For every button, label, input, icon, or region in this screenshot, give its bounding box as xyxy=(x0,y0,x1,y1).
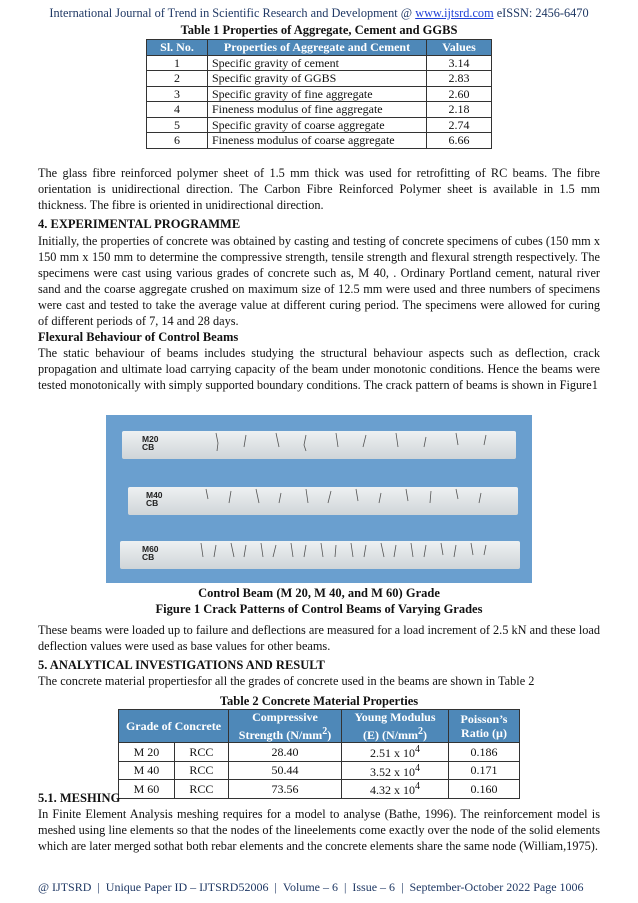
beam-grade: M40 xyxy=(146,490,163,500)
table1-cell-property: Specific gravity of fine aggregate xyxy=(208,86,427,102)
header-poisson-line2: Ratio (µ) xyxy=(461,726,507,740)
table2-cell-type: RCC xyxy=(174,743,228,762)
header-modulus-line2: (E) (N/mm xyxy=(363,727,418,742)
table1-header-properties: Properties of Aggregate and Cement xyxy=(208,40,427,56)
table2-header-modulus xyxy=(342,710,449,743)
table1-cell-value: 3.14 xyxy=(427,55,492,71)
table1-cell-value: 2.18 xyxy=(427,102,492,118)
table-row xyxy=(147,117,492,133)
section51-heading: 5.1. MESHING xyxy=(38,791,121,805)
table1-cell-property: Fineness modulus of fine aggregate xyxy=(208,102,427,118)
page-footer xyxy=(38,880,600,895)
modulus-exponent: 4 xyxy=(415,762,420,774)
table1-cell-value: 2.60 xyxy=(427,86,492,102)
table2-cell-modulus xyxy=(342,761,449,780)
table2-header-grade xyxy=(119,710,229,743)
table-row xyxy=(147,102,492,118)
table-row xyxy=(147,55,492,71)
table2-cell-strength: 50.44 xyxy=(229,761,342,780)
table2-header-poisson xyxy=(449,710,520,743)
header-modulus-close: ) xyxy=(422,727,427,742)
table-row xyxy=(119,780,520,799)
table1-cell-property: Specific gravity of coarse aggregate xyxy=(208,117,427,133)
footer-volume: Volume – 6 xyxy=(282,880,338,894)
table2-cell-type: RCC xyxy=(174,780,228,799)
flexural-heading: Flexural Behaviour of Control Beams xyxy=(38,330,239,344)
header-grade-label: Grade of Concrete xyxy=(125,718,222,733)
header-strength-line2: Strength (N/mm xyxy=(238,727,323,742)
footer-date-page: September-October 2022 Page 1006 xyxy=(409,880,584,894)
table2 xyxy=(118,709,520,799)
table1-cell-slno: 6 xyxy=(147,133,208,149)
table1-cell-property: Specific gravity of GGBS xyxy=(208,71,427,87)
table2-cell-grade: M 60 xyxy=(119,780,175,799)
table1-header-slno: Sl. No. xyxy=(147,40,208,56)
table-row xyxy=(119,761,520,780)
table1-cell-slno: 3 xyxy=(147,86,208,102)
beam-grade: M20 xyxy=(142,434,159,444)
footer-journal: @ IJTSRD xyxy=(38,880,92,894)
section4-heading: 4. EXPERIMENTAL PROGRAMME xyxy=(38,217,241,231)
table-row xyxy=(147,133,492,149)
table1-header-values: Values xyxy=(427,40,492,56)
footer-issue: Issue – 6 xyxy=(352,880,396,894)
beam-grade: M60 xyxy=(142,544,159,554)
modulus-exponent: 4 xyxy=(415,744,420,755)
modulus-base: 3.52 x 10 xyxy=(370,764,415,779)
header-modulus-line1: Young Modulus xyxy=(354,710,436,724)
table-row xyxy=(147,86,492,102)
table2-header-strength xyxy=(229,710,342,743)
table1-cell-slno: 5 xyxy=(147,117,208,133)
crack-pattern-photo xyxy=(106,415,532,583)
table2-cell-strength: 73.56 xyxy=(229,780,342,799)
table-row xyxy=(147,71,492,87)
footer-separator: | xyxy=(401,880,404,894)
footer-separator: | xyxy=(343,880,347,894)
table1 xyxy=(146,39,492,149)
table-row xyxy=(119,743,520,762)
modulus-base: 4.32 x 10 xyxy=(370,783,415,797)
modulus-base: 2.51 x 10 xyxy=(370,746,415,760)
section4-paragraph: Initially, the properties of concrete was obtained by casting and testing of concrete specimens of cubes (150 mm x 150 mm x 150 mm to determine the compressive strength, tensile strength and flexural strength respectively. The specimens were cast using various grades of concrete such as, M 40, . Ordinary Portland cement, natural river sand and the coarse aggregate crushed on maximum size of 12.5 mm were used and three numbers of specimens were cast and tested to take the average value at different curing period. The specimens were allowed for curing of different periods of 7, 14 and 28 days. xyxy=(38,234,600,328)
header-poisson-line1: Poisson’s xyxy=(460,711,508,726)
footer-paper-id: Unique Paper ID – IJTSRD52006 xyxy=(105,880,269,894)
beam-type: CB xyxy=(146,498,159,508)
paragraph-loading: These beams were loaded up to failure and deflections are measured for a load increment of 2.5 kN and these load deflection values were used as base values for other beams. xyxy=(38,623,600,653)
table2-cell-type: RCC xyxy=(174,761,228,780)
header-strength-close: ) xyxy=(327,727,332,742)
table1-header-row xyxy=(147,40,492,56)
footer-separator: | xyxy=(97,880,100,894)
header-strength-line1: Compressive xyxy=(252,710,318,724)
paragraph-frp-sheet: The glass fibre reinforced polymer sheet of 1.5 mm thick was used for retrofitting of RC beams. The fibre orientation is unidirectional direction. The Carbon Fibre Reinforced Polymer sheet is available in 1.5 mm thickness. The fibre is oriented in unidirectional direction. xyxy=(38,166,600,212)
table2-cell-grade: M 20 xyxy=(119,743,175,762)
table2-cell-modulus xyxy=(342,780,449,799)
flexural-paragraph: The static behaviour of beams includes studying the structural behaviour aspects such as deflection, crack propagation and ultimate load carrying capacity of the beam under monotonic conditions. Hence the beams were tested monotonically with simply supported boundary conditions. The crack pattern of beams is shown in Figure1 xyxy=(38,346,600,392)
table1-cell-value: 2.74 xyxy=(427,117,492,133)
header-text: International Journal of Trend in Scientific Research and Development @ xyxy=(49,6,416,20)
table1-cell-property: Specific gravity of cement xyxy=(208,55,427,71)
figure1-subcaption: Control Beam (M 20, M 40, and M 60) Grade xyxy=(198,586,440,600)
table1-caption: Table 1 Properties of Aggregate, Cement and GGBS xyxy=(180,23,458,37)
table1-cell-slno: 4 xyxy=(147,102,208,118)
table1-cell-value: 2.83 xyxy=(427,71,492,87)
beam-type: CB xyxy=(142,552,155,562)
beam-type: CB xyxy=(142,442,155,452)
figure1-caption: Figure 1 Crack Patterns of Control Beams of Varying Grades xyxy=(155,602,483,616)
table2-header-row xyxy=(119,710,520,743)
journal-header xyxy=(0,6,638,21)
table1-cell-property: Fineness modulus of coarse aggregate xyxy=(208,133,427,149)
table1-cell-slno: 1 xyxy=(147,55,208,71)
table2-cell-grade: M 40 xyxy=(119,761,175,780)
section5-paragraph: The concrete material propertiesfor all the grades of concrete used in the beams are shown in Table 2 xyxy=(38,674,535,688)
table2-caption: Table 2 Concrete Material Properties xyxy=(219,694,419,708)
table2-cell-ratio: 0.160 xyxy=(449,780,520,799)
table2-cell-strength: 28.40 xyxy=(229,743,342,762)
section51-paragraph: In Finite Element Analysis meshing requires for a model to analyse (Bathe, 1996). The reinforcement model is meshed using line elements so that the nodes of the lineelements come exactly over the node of the solid elements which are later merged sothat both rebar elements and the concrete elements share the same node (William,1975). xyxy=(38,807,600,853)
header-strength-sup: 2 xyxy=(322,725,328,737)
header-issn: eISSN: 2456-6470 xyxy=(493,6,589,20)
table1-cell-value: 6.66 xyxy=(427,133,492,149)
table2-cell-ratio: 0.171 xyxy=(449,761,520,780)
table1-cell-slno: 2 xyxy=(147,71,208,87)
journal-website-link[interactable]: www.ijtsrd.com xyxy=(415,6,494,20)
table2-cell-ratio: 0.186 xyxy=(449,743,520,762)
crack-lines xyxy=(106,415,532,583)
modulus-exponent: 4 xyxy=(415,781,420,792)
section5-heading: 5. ANALYTICAL INVESTIGATIONS AND RESULT xyxy=(38,658,325,672)
table2-cell-modulus xyxy=(342,743,449,762)
footer-separator: | xyxy=(274,880,277,894)
header-modulus-sup: 2 xyxy=(417,725,423,737)
